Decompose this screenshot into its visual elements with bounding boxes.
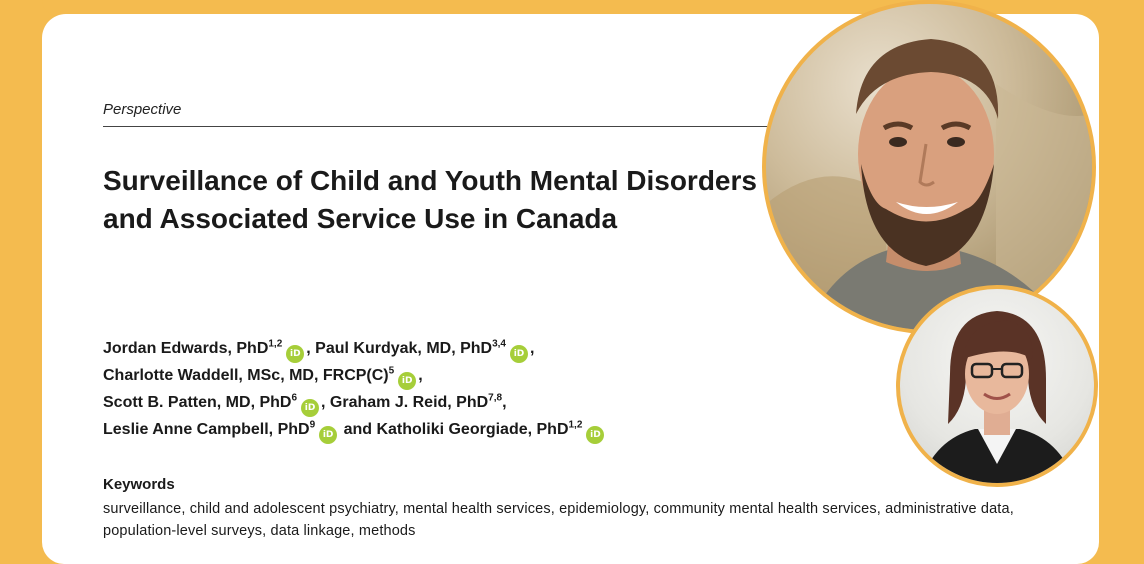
author-name-text: Graham J. Reid, PhD: [329, 394, 489, 411]
author-name: [103, 367, 423, 384]
keywords-text: surveillance, child and adolescent psychiatry, mental health services, epidemiology, community mental health services, administrative data, population-level surveys, data linkage, methods: [103, 501, 1014, 539]
affiliation-superscript: 7,8: [488, 392, 503, 404]
author-name: [103, 340, 315, 357]
portrait-photo-man: [762, 0, 1096, 334]
affiliation-superscript: 1,2: [568, 419, 583, 431]
portrait-woman-drawing: [900, 289, 1094, 483]
affiliation-superscript: 1,2: [268, 338, 283, 350]
author-separator: ,: [418, 367, 423, 384]
author-separator: ,: [321, 394, 330, 411]
portrait-man-drawing: [766, 4, 1092, 330]
affiliation-superscript: 5: [388, 365, 395, 377]
author-name: [103, 394, 330, 411]
orcid-icon[interactable]: iD: [586, 426, 604, 444]
affiliation-superscript: 6: [291, 392, 298, 404]
affiliation-superscript: 3,4: [492, 338, 506, 350]
author-name: [315, 340, 534, 357]
author-line: [103, 417, 823, 444]
orcid-icon[interactable]: iD: [319, 426, 337, 444]
author-name: [103, 421, 376, 438]
author-name-text: Charlotte Waddell, MSc, MD, FRCP(C): [103, 367, 389, 384]
affiliation-superscript: 9: [309, 419, 316, 431]
orcid-icon[interactable]: iD: [301, 399, 319, 417]
author-line: [103, 363, 823, 390]
author-line: [103, 336, 823, 363]
section-label: Perspective: [103, 101, 182, 118]
author-separator: and: [339, 421, 377, 438]
orcid-icon[interactable]: iD: [398, 372, 416, 390]
author-name: [376, 421, 606, 438]
author-name-text: Paul Kurdyak, MD, PhD: [315, 340, 493, 357]
author-name-text: Jordan Edwards, PhD: [103, 340, 269, 357]
article-title: Surveillance of Child and Youth Mental Disorders and Associated Service Use in Canada: [103, 165, 757, 234]
portrait-photo-woman: [896, 285, 1098, 487]
author-name: [330, 394, 507, 411]
author-name-text: Leslie Anne Campbell, PhD: [103, 421, 310, 438]
author-line: [103, 390, 823, 417]
header-rule: [103, 126, 793, 127]
orcid-icon[interactable]: iD: [286, 345, 304, 363]
keywords-heading: Keywords: [103, 476, 175, 493]
author-separator: ,: [502, 394, 507, 411]
orcid-icon[interactable]: iD: [510, 345, 528, 363]
author-name-text: Katholiki Georgiade, PhD: [376, 421, 569, 438]
author-separator: ,: [306, 340, 316, 357]
author-separator: ,: [530, 340, 535, 357]
author-list: [103, 336, 823, 444]
author-name-text: Scott B. Patten, MD, PhD: [103, 394, 292, 411]
